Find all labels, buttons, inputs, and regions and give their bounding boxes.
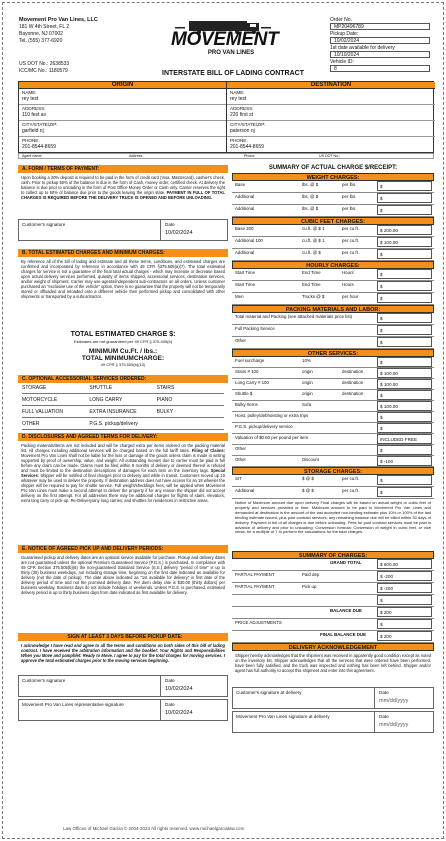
charge-label: PARTIAL PAYMENT (235, 572, 275, 577)
origin-header: ORIGIN (19, 82, 226, 89)
service-option[interactable]: STAIRS (157, 386, 224, 394)
charge-amount-field[interactable]: $ (377, 181, 432, 191)
section-e-header: E. NOTICE OF AGREED PICK UP AND DELIVERY PERIODS: (18, 545, 228, 553)
price-adjust-field[interactable]: $ (377, 619, 432, 629)
charge-qualifier: lbs. @ $ (302, 206, 319, 211)
destination-column (227, 82, 435, 154)
charge-label: P.G.S. pickup/delivery service (235, 424, 293, 429)
storage-rows (232, 475, 434, 499)
charge-unit: destination (342, 380, 364, 385)
charge-amount-field[interactable]: $ (377, 205, 432, 215)
charge-label: Hoist, pulley/debhoisting or extra trips (235, 413, 309, 418)
charge-row (232, 181, 434, 193)
charge-amount-field[interactable]: $ (377, 475, 432, 485)
charge-qualifier: Discount (302, 457, 320, 462)
signature-label: Movement Pro Van Lines signature at delivery (236, 714, 330, 719)
charge-row (232, 401, 434, 412)
service-option[interactable]: P.G.S. pickup/delivery (89, 422, 156, 430)
terms-column (18, 165, 228, 721)
charge-qualifier: $ @ $ (302, 476, 314, 481)
company-name: Movement Pro Van Lines, LLC (19, 17, 98, 23)
charge-amount-field[interactable]: $ (377, 281, 432, 291)
date-label: Date (165, 678, 175, 683)
other-services-rows (232, 357, 434, 467)
charge-label: Bulky Items (235, 402, 258, 407)
charge-label: Total material and Packing (see attached materials price list) (235, 314, 353, 319)
destination-name-value[interactable]: rey test (230, 96, 247, 102)
grand-total-row (232, 559, 434, 571)
usdot-number: US DOT No.: 2638533 (19, 61, 70, 67)
charge-row (232, 337, 434, 349)
sign-days-header: SIGN AT LEAST 3 DAYS BEFORE PICKUP DATE: (18, 633, 228, 641)
service-option[interactable]: PIANO (157, 398, 224, 406)
charge-unit: per lbs. (342, 206, 357, 211)
charge-unit: Hours (342, 282, 354, 287)
charge-row (232, 237, 434, 249)
destination-address-label: ADDRESS: (230, 106, 254, 111)
section-a-signature-field[interactable] (19, 220, 161, 240)
charge-unit: per cu.ft. (342, 476, 360, 481)
charge-label: Additional (235, 250, 255, 255)
section-b-header: B. TOTAL ESTIMATED CHARGES AND MINIMUM CHARGES: (18, 249, 228, 257)
charge-label: Stairs # 100 (235, 369, 259, 374)
signature-label: Customer's signature at delivery (236, 690, 302, 695)
company-address-1: 181 W 4th Street, FL 2 (19, 24, 70, 30)
minimum-charge-label: TOTAL MINIMUMCHARGE: (81, 355, 165, 363)
charge-unit: destination (342, 391, 364, 396)
section-b-text: By reference all of the bill of lading and estimate and all these terms, conditions, and estimated charges are confirmed and incorporated by reference in accordance with 49 CFR §375.505(a)(7). The total estimated charges for service is not a guarantee of the final total actual charges - which may increase or decrease based upon actual delivery services performed, quantity of items shipped, accessorial services, destination services, and/or weight of shipment. Carrier may use agents/independent sub-contractors on all orders. Unless customer purchased an "exclusive use of the vehicle" option, there is no guarantee that the property will not be temporarily stored or offloaded and reloaded onto a different vehicle then performed pickup and consolidated with other shipments or transported by a subcontractor. (21, 259, 225, 299)
service-option[interactable]: EXTRA INSURANCE (89, 410, 156, 418)
balance-row (232, 607, 434, 619)
destination-name-row[interactable] (227, 89, 435, 105)
logo-subtitle: PRO VAN LINES (207, 50, 255, 56)
delivery-rep-date-field[interactable]: mm/dd/yyyy (379, 722, 409, 728)
charge-amount-field[interactable]: $ (377, 269, 432, 279)
section-e-text: Guaranteed pickup and delivery dates are an optional service available for purchase. Pickup and delivery dates are not guaranteed unless the optional Premium Guaranteed Service (P.G.S.) is purchased. In compliance with 49 CFR Section 375.505(b)(6) the non-guaranteed Standard Service (S.S.) delivery "period of time" is up to thirty (30) business weekdays, not including storage time, beginning on the first date indicated as available for delivery (not the date of pickup). The date above indicated as "1st available for delivery" is first date of the delivery period of time and not the promised delivery date. Per diem delay rate is $30.00 (thirty dollars) per business weekday. Business days do not include holidays or weekends. Unless P.G.S. is purchased, estimated delivery period is up to thirty business days from date indicated as first available for delivery. (21, 555, 225, 595)
service-option[interactable]: OTHER (22, 422, 89, 430)
charge-amount-field[interactable]: $ 100.00 (377, 379, 432, 389)
company-registration (19, 61, 69, 75)
charge-label: Men (235, 294, 244, 299)
charge-amount-field[interactable]: $ 200.00 (377, 225, 432, 235)
destination-address-row[interactable] (227, 105, 435, 121)
section-e-customer-signature-field[interactable] (19, 676, 161, 696)
destination-city-value[interactable]: paterson nj (230, 128, 255, 134)
charge-unit: Hours (342, 270, 354, 275)
destination-phone-label: PHONE: (230, 138, 248, 143)
date-label: Date (165, 222, 175, 227)
charge-label: Start Time (235, 270, 256, 275)
other-services-header: OTHER SERVICES: (232, 349, 434, 357)
section-a-text (18, 173, 228, 219)
charge-qualifier: End Time (302, 282, 321, 287)
origin-address-row[interactable] (19, 105, 226, 121)
origin-city-value[interactable]: garfield nj (22, 128, 44, 134)
agent-strip (18, 153, 434, 159)
section-a-bold: PAYMENT IN FULL OF TOTAL CHARGES IS REQUIRED BEFORE THE DELIVERY TRUCK IS OPENED AND BEFORE UNLOADING. (21, 190, 226, 200)
section-e-rep-signature-row (18, 699, 228, 721)
charge-qualifier: lbs. @ $ (302, 194, 319, 199)
bill-of-lading-page (2, 2, 444, 839)
charge-row (232, 379, 434, 390)
origin-destination-table (18, 81, 434, 153)
company-info (19, 17, 98, 45)
claims-title: Filing of Claims: (191, 448, 225, 453)
charge-row (232, 487, 434, 499)
charge-amount-field[interactable]: $ (377, 193, 432, 203)
origin-phone-row[interactable] (19, 137, 226, 153)
delivery-rep-signature-row (232, 711, 434, 733)
section-a-date-field[interactable]: 10/02/2024 (165, 230, 193, 236)
section-e-customer-signature-row (18, 675, 228, 697)
service-option[interactable]: FULL VALUATION (22, 410, 89, 418)
agent-usdot-label: US DOT No.: (319, 154, 341, 158)
section-e-rep-date-field[interactable]: 10/02/2024 (165, 710, 193, 716)
origin-address-value[interactable]: 110 fest av (22, 112, 47, 118)
origin-city-row[interactable] (19, 121, 226, 137)
charge-row (232, 412, 434, 423)
charge-qualifier: End Time (302, 270, 321, 275)
order-info-box (330, 17, 430, 83)
origin-name-row[interactable] (19, 89, 226, 105)
origin-phone-value[interactable]: 201-8544-8659 (22, 144, 56, 150)
max-amount-notice: Notice of Maximum amount due upon delivery Final charges will be based on actual weight or cubic feet of property and services provided or time. Maximum amount to be paid to Movement Pro Van Lines and demanded at destination is the amount of the last accepted non-binding estimate plus 10% or 100% of the last binding estimate issued, plus post contract services; any remaining balance due will be billed within 30 days of delivery. Payment in full of all charges is due before unloading. Fees for post contract services must be paid in advance of delivery and prior to unloading. Conversion formula: Conversion of weight in cubic feet, or vice versa, be a multiple of 7 to perform the calculations for the total charges. (235, 500, 431, 535)
balance-field[interactable]: $ 200 (377, 607, 432, 617)
special-services-title: Special Services (21, 468, 225, 478)
destination-city-row[interactable] (227, 121, 435, 137)
charge-qualifier: cu.ft. @ $ (302, 250, 321, 255)
charge-label: Base 200 (235, 226, 254, 231)
charge-qualifier: cu.ft. @ $ 1 (302, 238, 325, 243)
section-e-rep-signature-field[interactable] (19, 700, 161, 720)
estimate-box (18, 329, 228, 375)
charge-label: Other (235, 446, 246, 451)
service-option[interactable]: BULKY (157, 410, 224, 418)
service-option[interactable]: LONG CARRY (89, 398, 156, 406)
summary-header: SUMMARY OF ACTUAL CHARGE $/RECEIPT: (268, 165, 398, 171)
origin-name-label: NAME: (22, 90, 37, 95)
charge-label: Start Time (235, 282, 256, 287)
section-a-signature-row (18, 219, 228, 241)
destination-name-label: NAME: (230, 90, 245, 95)
charges-column (232, 165, 434, 733)
service-option[interactable]: SHUTTLE (89, 386, 156, 394)
charge-amount-field[interactable]: $ (377, 390, 432, 400)
vehicle-id-field[interactable]: 8 (330, 65, 430, 72)
charge-amount-field[interactable]: $ (377, 313, 432, 323)
acknowledgement-text: I acknowledge I have read and agree to all the terms and conditions on both sides of this bill of lading contract. I have received the arbitration information and the booklet: Your Rights and Responsibilities When you Move and pamphlet: Ready to Move. I agree to pay for the total charges for moving services. I approve the total estimated charges prior to the moving services beginning. (21, 643, 225, 663)
signature-label: Customer's signature (22, 222, 66, 227)
hourly-charges-rows (232, 269, 434, 305)
date-label: Date (379, 714, 389, 719)
delivery-date-label: 1st date available for delivery (330, 45, 395, 51)
signature-label: Movement Pro Van Lines representative signature (22, 702, 124, 707)
charge-row (232, 293, 434, 305)
charge-row (232, 225, 434, 237)
delivery-customer-signature-row (232, 687, 434, 709)
charge-row (232, 193, 434, 205)
charge-row (232, 475, 434, 487)
delivery-customer-date-field[interactable]: mm/dd/yyyy (379, 698, 409, 704)
charge-qualifier: origin (302, 380, 313, 385)
service-option[interactable]: MOTORCYCLE (22, 398, 89, 406)
charge-label: Additional (235, 194, 255, 199)
charge-row (232, 595, 434, 607)
price-adjust-label: PRICE ADJUSTMENTS (235, 620, 282, 625)
charge-amount-field[interactable]: INCLUDED FREE (377, 434, 432, 444)
charge-amount-field[interactable]: $ (377, 293, 432, 303)
charge-row (232, 571, 434, 583)
charge-label: Shuttle $ (235, 391, 253, 396)
section-d-text (18, 441, 228, 545)
grand-total-label: GRAND TOTAL (330, 560, 362, 565)
charge-label: PARTIAL PAYMENT (235, 584, 275, 589)
charge-qualifier: lbs. @ $ (302, 182, 319, 187)
charge-unit: per cu.ft. (342, 488, 360, 493)
section-e-customer-date-field[interactable]: 10/02/2024 (165, 686, 193, 692)
summary-charges-header: SUMMARY OF CHARGES: (232, 551, 434, 559)
charge-amount-field[interactable]: $ (377, 487, 432, 497)
charge-qualifier: $ @ $ (302, 488, 314, 493)
charge-label: Full Packing Service (235, 326, 275, 331)
charge-unit: per lbs. (342, 194, 357, 199)
date-label: Date (165, 702, 175, 707)
weight-charges-header: WEIGHT CHARGES: (232, 173, 434, 181)
delivery-ack-text: Shipper hereby acknowledges that the shipment was received in apparently good condition except as noted on the inventory list. Shipper acknowledges that all the services that were ordered have been performed, have been fully satisfied, and the truck was inspected and nothing has been left behind. Shipper and/or agent has full authority to accept this shipment and enter into this agreement. (235, 653, 431, 673)
price-adjust-row (232, 619, 434, 631)
charge-unit: per cu.ft. (342, 250, 360, 255)
total-estimated-note: Estimates are not guaranteed per 49 CFR § 375.405(6) (73, 339, 173, 345)
final-balance-field[interactable]: $ 200 (377, 631, 432, 641)
company-logo (171, 18, 279, 64)
charge-amount-field[interactable]: $ (377, 423, 432, 433)
charge-row (232, 269, 434, 281)
origin-column (19, 82, 227, 154)
iccmc-number: ICC/MC No.: 1180579 (19, 68, 68, 74)
logo-wordmark: MOVEMENT (171, 29, 279, 50)
charge-amount-field[interactable]: $ (377, 325, 432, 335)
section-a-body: Upon booking a 20% deposit is required to be paid in the form of credit card (Visa, Mastercard), cashier's check, cash. Prior to pickup 50% of the balance is due in the form of Cash, money order, certified check. At delivery the balance is due prior to unloading in the form of Post Office Money Order or Cash only. Carrier reserves the right to collect up to 50% of balance due prior to the goods leaving the origin state. (21, 175, 225, 195)
charge-row (232, 583, 434, 595)
charge-row (232, 325, 434, 337)
charge-amount-field[interactable]: $ (377, 445, 432, 455)
weight-charges-rows (232, 181, 434, 217)
company-address-2: Bayonne, NJ 07002 (19, 31, 63, 37)
accessorial-services-grid (18, 383, 228, 433)
page-title: INTERSTATE BILL OF LADING CONTRACT (162, 70, 304, 77)
charge-label: SIT (235, 476, 242, 481)
minimum-cuft-label: MINIMUM Cu.Ft. / lbs.: (88, 347, 158, 355)
grand-total-field[interactable]: $ 600.00 (377, 559, 432, 569)
service-option[interactable] (157, 422, 224, 430)
charge-qualifier: Trucks @ $ (302, 294, 325, 299)
charge-row (232, 423, 434, 434)
charge-unit: destination (342, 369, 364, 374)
origin-name-value[interactable]: rey test (22, 96, 39, 102)
charge-row (232, 368, 434, 379)
charge-unit: per cu.ft. (342, 238, 360, 243)
final-balance-label: FINAL BALANCE DUE (320, 632, 367, 637)
section-c-header: C. OPTIONAL ACCESSORIAL SERVICES ORDERED: (18, 375, 228, 383)
delivery-rep-signature-field[interactable] (233, 712, 375, 732)
order-number-field[interactable]: MP20496789 (330, 23, 430, 30)
charge-amount-field[interactable]: $ -100 (377, 456, 432, 466)
pickup-date-label: Pickup Date: (330, 31, 359, 37)
origin-city-label: CITY/STATE/ZIP: (22, 122, 58, 127)
charge-row (232, 357, 434, 368)
charge-label: Valuation of $0.60 per pound per item (235, 435, 309, 440)
charge-unit: per lbs. (342, 182, 357, 187)
storage-header: STORAGE CHARGES: (232, 467, 434, 475)
section-d-body: Packing materials/items are not included and will be charged extra per items ordered on the packing material list. All charges including additional services will be charged based on the full tariff rates. (21, 443, 225, 453)
charge-label: Additional 100 (235, 238, 263, 243)
claims-text: Movement Pro Van Lines shall not be liable for the loss or damage of the goods unless claim is made in writing supported by proof of ownership, value, and weight. All outstanding monies due to carrier must be paid in full before any claim can be made. Claims must be filed within 9 months of delivery or deemed thereof is refused and must be limited to the destination descriptions of damages for each item on the inventory tags. (21, 453, 225, 473)
section-a-header: A. FORM / TERMS OF PAYMENT: (18, 165, 228, 173)
charge-qualifier: Sofa (302, 402, 312, 407)
cubic-charges-rows (232, 225, 434, 261)
charge-row (232, 390, 434, 401)
date-label: Date (379, 690, 389, 695)
agent-name-label: Agent name: (22, 154, 43, 158)
charge-amount-field[interactable]: $ (377, 595, 432, 605)
signature-label: Customer's signature (22, 678, 66, 683)
charge-qualifier: Pick up (302, 584, 317, 589)
charge-row (232, 281, 434, 293)
final-balance-row (232, 631, 434, 643)
charge-row (232, 434, 434, 445)
origin-phone-label: PHONE: (22, 138, 40, 143)
order-number-label: Order No. (330, 17, 352, 23)
pickup-date-field[interactable]: 10/02/2024 (330, 37, 430, 44)
charge-amount-field[interactable]: $ 100.00 (377, 237, 432, 247)
destination-phone-row[interactable] (227, 137, 435, 153)
charge-row (232, 249, 434, 261)
payment-rows (232, 571, 434, 607)
packing-rows (232, 313, 434, 349)
cubic-charges-header: CUBIC FEET CHARGES: (232, 217, 434, 225)
charge-unit: per hour (342, 294, 359, 299)
service-option[interactable]: STORAGE (22, 386, 89, 394)
charge-unit: per cu.ft. (342, 226, 360, 231)
destination-header: DESTINATION (227, 82, 435, 89)
delivery-ack-header: DELIVERY ACKNOWLEDGEMENT (232, 643, 434, 651)
charge-label: Base (235, 182, 246, 187)
delivery-customer-signature-field[interactable] (233, 688, 375, 708)
charge-row (232, 205, 434, 217)
agent-phone-label: Phone: (244, 154, 256, 158)
minimum-charge-note: 49 CFR § 375.505(b)(10) (100, 361, 146, 367)
destination-phone-value[interactable]: 201-8544-8659 (230, 144, 264, 150)
charge-amount-field[interactable]: $ 100.00 (377, 368, 432, 378)
agent-address-label: Address: (129, 154, 144, 158)
charge-amount-field[interactable]: $ (377, 337, 432, 347)
charge-amount-field[interactable]: $ -200 (377, 583, 432, 593)
total-estimated-label: TOTAL ESTIMATED CHARGE $: (70, 331, 176, 338)
origin-address-label: ADDRESS: (22, 106, 46, 111)
charge-amount-field[interactable]: $ (377, 249, 432, 259)
destination-address-value[interactable]: 220 first st (230, 112, 254, 118)
vehicle-id-label: Vehicle ID: (330, 59, 354, 65)
destination-city-label: CITY/STATE/ZIP: (230, 122, 266, 127)
charge-label: Other (235, 338, 246, 343)
charge-qualifier: cu.ft. @ $ 1 (302, 226, 325, 231)
charge-qualifier: 10% (302, 358, 311, 363)
charge-amount-field[interactable]: $ -200 (377, 571, 432, 581)
delivery-date-field[interactable]: 10/10/2024 (330, 51, 430, 58)
charge-label: Additional (235, 488, 255, 493)
packing-header: PACKING MATERIALS AND LABOR: (232, 305, 434, 313)
charge-qualifier: Paid dep (302, 572, 320, 577)
charge-row (232, 456, 434, 467)
charge-label: Additional (235, 206, 255, 211)
charge-row (232, 313, 434, 325)
balance-label: BALANCE DUE (330, 608, 362, 613)
company-tel: Tel. (555) 377-6920 (19, 38, 63, 44)
hourly-charges-header: HOURLY CHARGES: (232, 261, 434, 269)
charge-label: Long Carry # 100 (235, 380, 269, 385)
charge-label: Fuel surcharge (235, 358, 265, 363)
charge-amount-field[interactable]: $ (377, 412, 432, 422)
special-services-text: : Shipper will be notified of final charges prior to delivery and while in transit. Customers moved up 10 whatever may be used to deliver the property. If destination address does not have access for an 18 wheeler the shipper will be required to pay for shuttle service. Full weight/sheddings fees, will be applied when Movement Pro Van Lines must make a second attempt to deliver the property if for any reason the shipper did not accept delivery on the first attempt. For all addresses there may be additional charges for flights of stairs, elevators, extra long carry or pick-up. Re-Delivery/any long carries, and shuttles for residences in restrictive areas. (21, 473, 225, 503)
charge-amount-field[interactable]: $ (377, 357, 432, 367)
charge-amount-field[interactable]: $ 100.00 (377, 401, 432, 411)
charge-qualifier: origin (302, 391, 313, 396)
charge-label: Other (235, 457, 246, 462)
footer-copyright: Law Offices of Michael Garcia © 2004-2024 All rights reserved. www.michaelgarcialaw.com (63, 826, 245, 831)
section-d-header: D. DISCLOSURES AND AGREED TERMS FOR DELIVERY: (18, 433, 228, 441)
charge-row (232, 445, 434, 456)
charge-qualifier: origin (302, 369, 313, 374)
